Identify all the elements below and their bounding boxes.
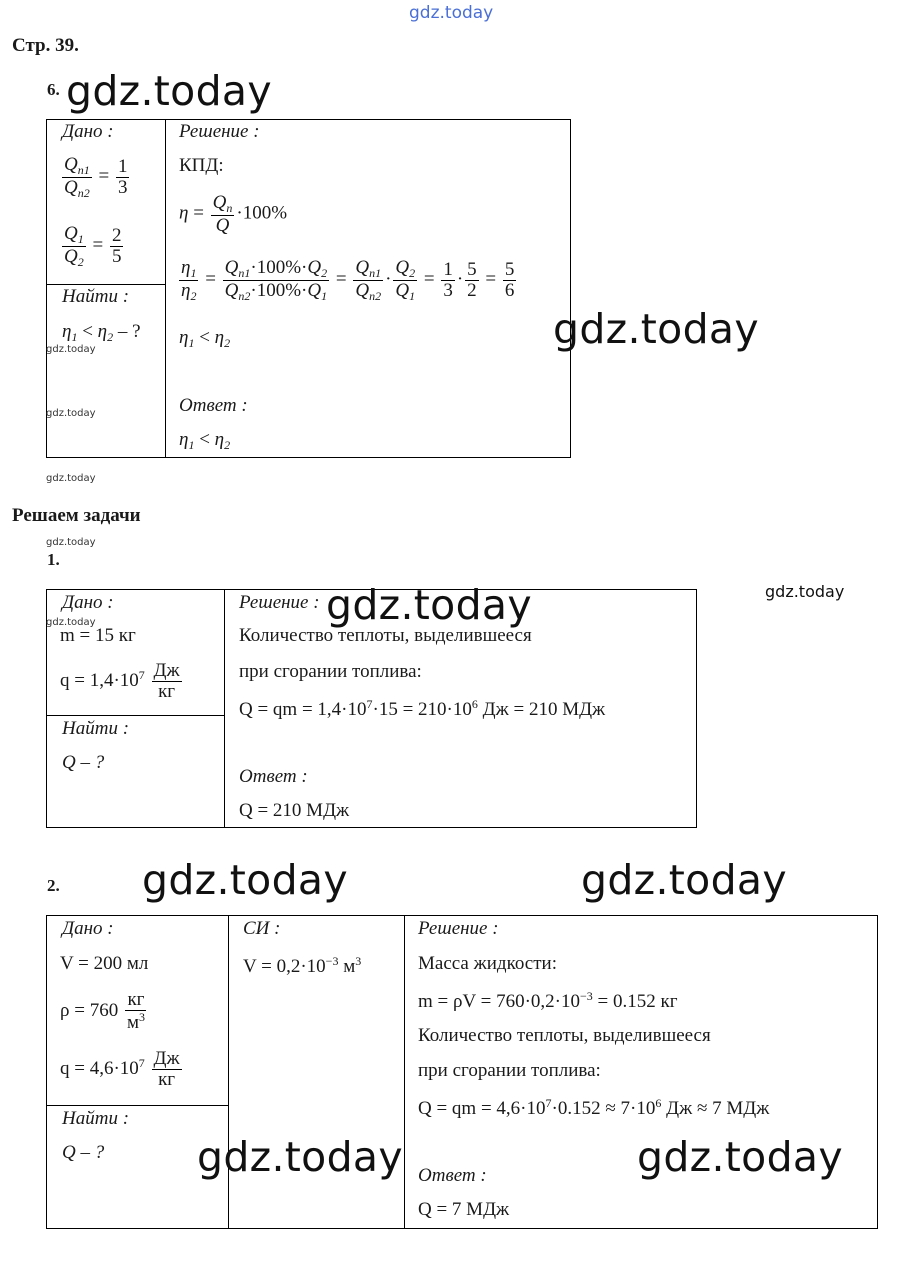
task6-find: $\eta_1 < \eta_2$ – ? [62,321,141,344]
task1-sol-line2: при сгорании топлива: [239,661,422,682]
task6-divider-h [46,284,166,285]
task6-answer-title: Ответ : [179,395,248,416]
task2-mass-calc: $m = \rho V = 760\cdot 0,2\cdot 10^{-3} = 0.152$ кг [418,989,678,1012]
task1-number: 1. [47,550,60,569]
task1-find-title: Найти : [62,718,130,739]
watermark-task2-left: gdz.today [142,856,348,904]
task1-solution-title: Решение : [239,592,320,613]
task2-calc: Q = qm = $4,6\cdot 10^7\cdot 0.152 \approx 7\cdot 10^6$ Дж ≈ 7 МДж [418,1096,770,1119]
task1-calc: Q = qm = $1,4\cdot 10^7\cdot 15 = 210\cdot 10^6$ Дж = 210 МДж [239,697,606,720]
task6-solution-title: Решение : [179,121,260,142]
task6-answer: $\eta_1 < \eta_2$ [179,429,231,452]
watermark-task1-side: gdz.today [765,582,845,601]
task1-answer-title: Ответ : [239,766,308,787]
task2-mass-title: Масса жидкости: [418,953,557,974]
task2-divider-v1 [228,915,229,1229]
task2-number: 2. [47,876,60,895]
task6-given-title: Дано : [62,121,114,142]
task2-divider-v2 [404,915,405,1229]
task6-kpd-label: КПД: [179,155,224,176]
task1-mass: m = 15 кг [60,625,136,646]
watermark-small: gdz.today [46,408,96,419]
task6-formula-chain: $\frac{\eta_1}{\eta_2}$ = $\frac{Q_{n1}\cdot 100\%\cdot Q_2}{Q_{n2}\cdot 100\%\cdot Q_1}$ = $\frac{Q_{n1}}{Q_{n2}}$ · $\frac{Q_2}{Q_1}$ = $\frac{1}{3}$ · $\frac{5}{2}$ = $\frac{5}{6}$ [181,257,515,303]
task6-number: 6. [47,80,60,99]
task2-q: $q = 4,6\cdot 10^7$ $\frac{Дж}{кг}$ [60,1048,180,1090]
task2-solution-title: Решение : [418,918,499,939]
watermark-task2-right: gdz.today [581,856,787,904]
watermark-small: gdz.today [46,617,96,628]
watermark-small: gdz.today [46,537,96,548]
task2-volume: V = 200 мл [60,953,149,974]
section-title: Решаем задачи [12,505,141,526]
page-label: Стр. 39. [12,35,79,56]
task1-q: $q = 1,4\cdot 10^7$ $\frac{Дж}{кг}$ [60,660,180,702]
task1-given-title: Дано : [62,592,114,613]
task1-find: Q – ? [62,752,105,773]
task1-divider-h [46,715,225,716]
watermark-top: gdz.today [409,3,494,23]
watermark-task1: gdz.today [326,581,532,629]
watermark-task2-bottom-right: gdz.today [637,1133,843,1181]
task1-answer: Q = 210 МДж [239,800,350,821]
task2-answer: Q = 7 МДж [418,1199,510,1220]
watermark-6: gdz.today [66,67,272,115]
task2-sol-line1: Количество теплоты, выделившееся [418,1025,711,1046]
task2-find-title: Найти : [62,1108,130,1129]
task2-answer-title: Ответ : [418,1165,487,1186]
task2-divider-h [46,1105,229,1106]
watermark-6-right: gdz.today [553,305,759,353]
task6-given-ratio-qn: $\frac{Q_{n1}}{Q_{n2}}$ = $\frac{1}{3}$ [64,154,128,200]
task2-given-title: Дано : [62,918,114,939]
task6-find-title: Найти : [62,286,130,307]
task6-result: $\eta_1 < \eta_2$ [179,327,231,350]
watermark-small: gdz.today [46,344,96,355]
task2-si-title: СИ : [243,918,281,939]
watermark-task2-bottom-left: gdz.today [197,1133,403,1181]
task2-rho: ρ = 760 $\frac{кг}{м^3}$ [60,989,145,1033]
watermark-small: gdz.today [46,473,96,484]
task1-divider-v [224,589,225,828]
task6-divider-v [165,119,166,458]
task2-find: Q – ? [62,1142,105,1163]
task6-given-ratio-q: $\frac{Q_1}{Q_2}$ = $\frac{2}{5}$ [64,223,122,269]
task2-sol-line2: при сгорании топлива: [418,1060,601,1081]
task2-si-value: $V = 0,2\cdot 10^{-3}$ $м^3$ [243,954,362,977]
task6-formula-eta: η = $\frac{Q_n}{Q}$ ·100% [179,192,288,236]
task1-sol-line1: Количество теплоты, выделившееся [239,625,532,646]
